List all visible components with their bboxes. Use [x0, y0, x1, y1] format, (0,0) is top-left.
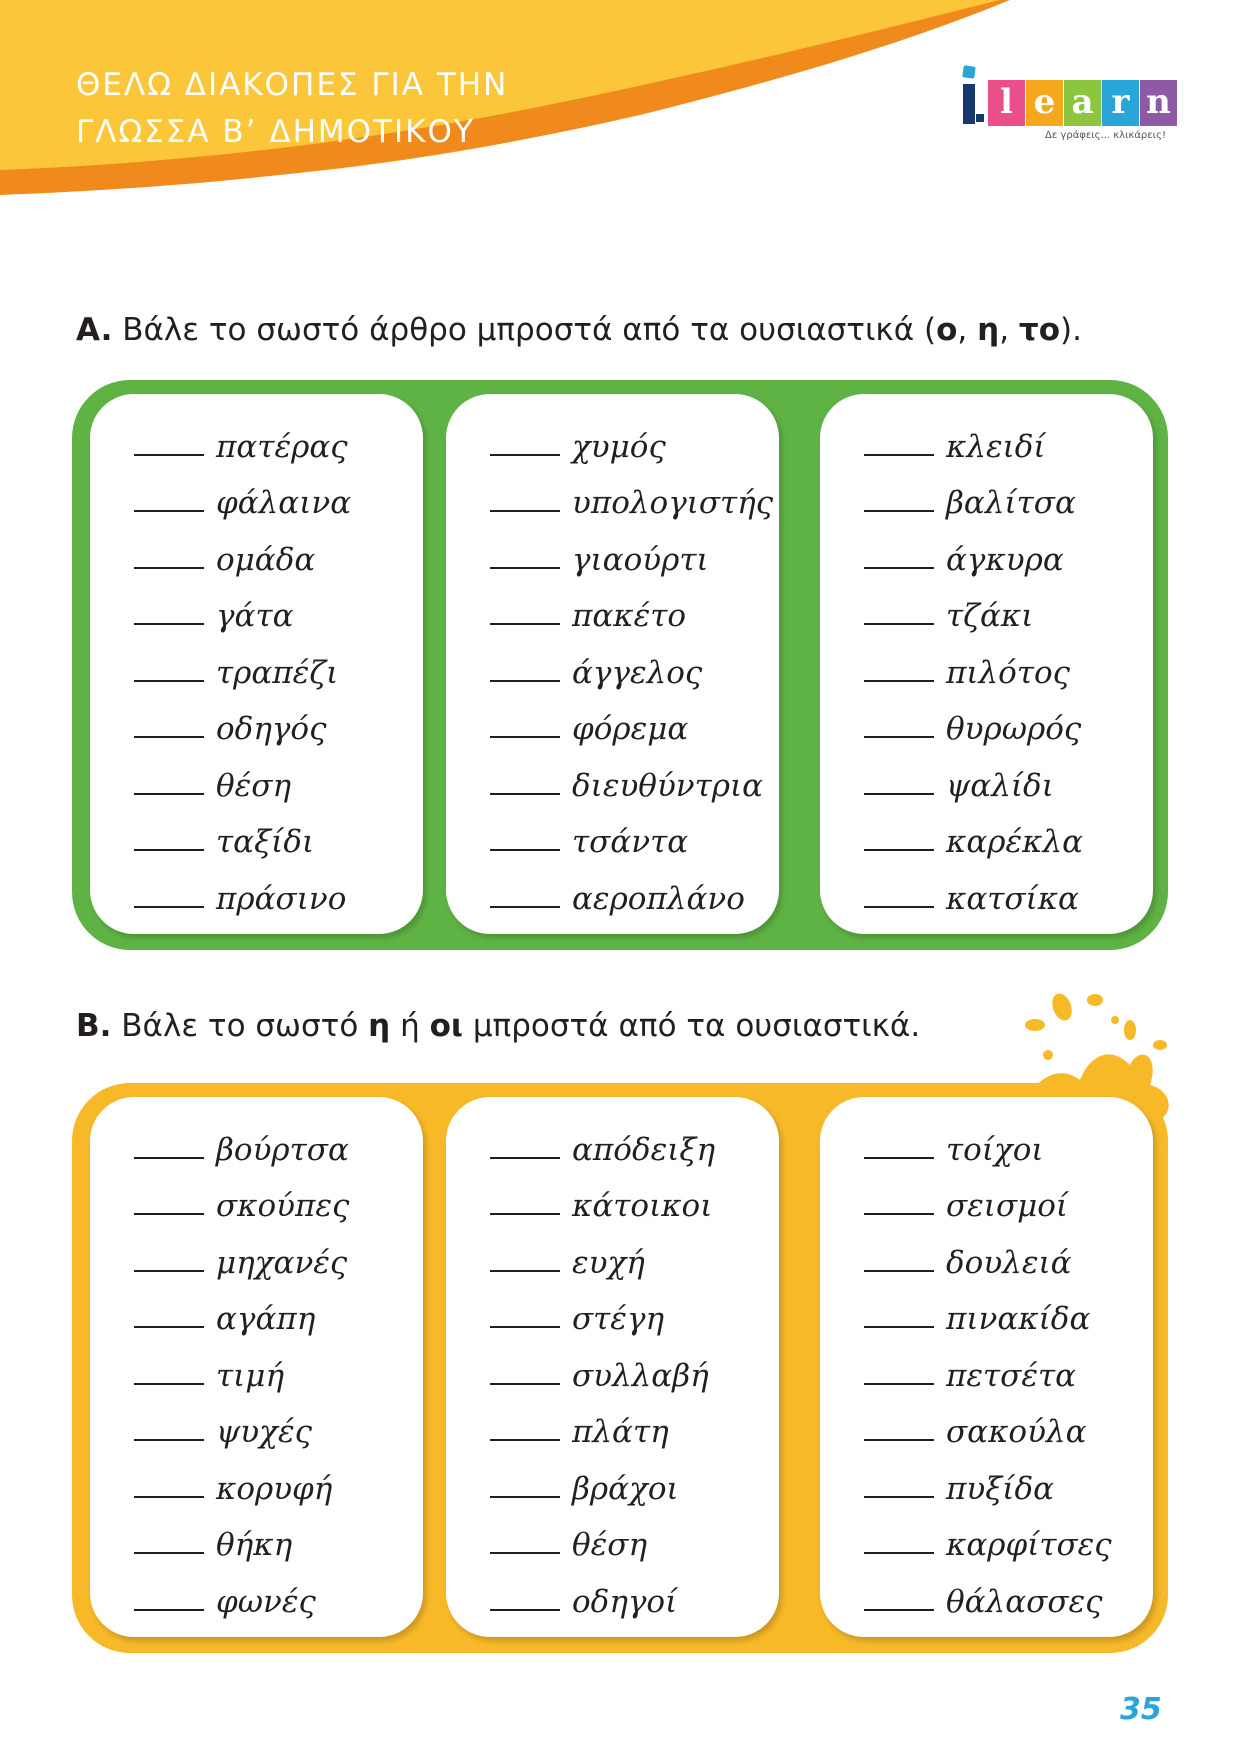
word-item	[490, 1172, 715, 1229]
article-option: οι	[429, 1008, 463, 1044]
logo-letter: e	[1026, 80, 1063, 126]
noun-word: αγάπη	[216, 1301, 316, 1337]
noun-word: οδηγοί	[572, 1583, 678, 1620]
answer-blank[interactable]	[490, 1496, 560, 1498]
article-option: η	[977, 312, 1000, 348]
noun-word: θέση	[216, 767, 292, 804]
answer-blank[interactable]	[864, 623, 934, 625]
answer-blank[interactable]	[134, 1326, 204, 1328]
word-item	[864, 1454, 1112, 1511]
answer-blank[interactable]	[134, 1157, 204, 1159]
answer-blank[interactable]	[864, 1496, 934, 1498]
noun-word: βαλίτσα	[946, 485, 1076, 521]
noun-word: συλλαβή	[572, 1357, 709, 1394]
logo-tagline: Δε γράφεις... κλικάρεις!	[1045, 130, 1166, 141]
word-item	[490, 751, 773, 808]
noun-word: κάτοικοι	[572, 1188, 713, 1224]
noun-word: βράχοι	[572, 1470, 679, 1507]
word-item	[490, 582, 773, 639]
article-option: το	[1018, 312, 1061, 348]
logo-letters	[988, 80, 1178, 126]
word-item	[134, 1567, 349, 1624]
header-title-line2: ΓΛΩΣΣΑ Β’ ΔΗΜΟΤΙΚΟΥ	[76, 114, 475, 150]
noun-word: χυμός	[572, 428, 666, 465]
answer-blank[interactable]	[864, 680, 934, 682]
noun-word: απόδειξη	[572, 1131, 716, 1168]
noun-word: σεισμοί	[946, 1188, 1069, 1224]
section-b-text: Βάλε το σωστό	[121, 1008, 369, 1044]
logo-letter: r	[1102, 80, 1139, 126]
noun-word: κλειδί	[946, 428, 1046, 465]
word-item	[864, 808, 1083, 865]
word-item	[490, 1341, 715, 1398]
noun-word: τοίχοι	[946, 1131, 1044, 1168]
noun-word: άγκυρα	[946, 541, 1064, 578]
word-item	[490, 1285, 715, 1342]
answer-blank[interactable]	[490, 1213, 560, 1215]
ilearn-logo	[960, 66, 1175, 146]
noun-word: τζάκι	[946, 598, 1034, 634]
word-item	[134, 1341, 349, 1398]
answer-blank[interactable]	[134, 906, 204, 908]
word-card	[446, 1097, 779, 1637]
noun-word: θάλασσες	[946, 1583, 1103, 1620]
word-item	[864, 412, 1083, 469]
answer-blank[interactable]	[134, 1270, 204, 1272]
noun-word: φόρεμα	[572, 711, 689, 747]
word-item	[134, 638, 351, 695]
answer-blank[interactable]	[490, 1383, 560, 1385]
answer-blank[interactable]	[864, 736, 934, 738]
word-item	[134, 1285, 349, 1342]
answer-blank[interactable]	[490, 567, 560, 569]
word-item	[490, 1567, 715, 1624]
word-card	[820, 1097, 1153, 1637]
section-a-instruction	[76, 312, 1082, 348]
answer-blank[interactable]	[134, 1213, 204, 1215]
separator: ,	[957, 312, 978, 348]
noun-word: ταξίδι	[216, 824, 315, 860]
section-a-text-end: ).	[1060, 312, 1082, 348]
word-item	[134, 1398, 349, 1455]
noun-word: ψυχές	[216, 1414, 312, 1450]
answer-blank[interactable]	[134, 1552, 204, 1554]
separator: ,	[999, 312, 1019, 348]
answer-blank[interactable]	[134, 736, 204, 738]
noun-word: σακούλα	[946, 1414, 1087, 1450]
logo-letter: n	[1140, 80, 1177, 126]
logo-letter: l	[988, 80, 1025, 126]
answer-blank[interactable]	[864, 454, 934, 456]
noun-word: πακέτο	[572, 598, 687, 634]
section-b-label: B.	[76, 1008, 112, 1044]
noun-word: άγγελος	[572, 654, 703, 691]
word-item	[490, 638, 773, 695]
noun-word: κορυφή	[216, 1470, 333, 1507]
noun-word: πινακίδα	[946, 1301, 1091, 1337]
noun-word: σκούπες	[216, 1188, 350, 1224]
word-item	[490, 808, 773, 865]
noun-word: πιλότος	[946, 654, 1071, 691]
header-title-line1: ΘΕΛΩ ΔΙΑΚΟΠΕΣ ΓΙΑ ΤΗΝ	[76, 67, 509, 103]
word-item	[134, 751, 351, 808]
word-card	[446, 394, 779, 934]
answer-blank[interactable]	[134, 623, 204, 625]
noun-word: βούρτσα	[216, 1131, 349, 1168]
word-item	[864, 1172, 1112, 1229]
word-item	[134, 808, 351, 865]
word-card	[820, 394, 1153, 934]
answer-blank[interactable]	[864, 1552, 934, 1554]
word-item	[864, 1285, 1112, 1342]
word-item	[134, 582, 351, 639]
word-card	[90, 394, 423, 934]
logo-i-mark	[960, 66, 980, 124]
noun-word: πλάτη	[572, 1414, 669, 1450]
answer-blank[interactable]	[134, 510, 204, 512]
answer-blank[interactable]	[490, 1326, 560, 1328]
article-option: ο	[936, 312, 958, 348]
word-item	[864, 1398, 1112, 1455]
article-option: η	[368, 1008, 391, 1044]
noun-word: κατσίκα	[946, 880, 1079, 917]
word-item	[134, 412, 351, 469]
word-item	[134, 864, 351, 921]
answer-blank[interactable]	[864, 567, 934, 569]
word-item	[864, 638, 1083, 695]
word-item	[134, 1511, 349, 1568]
answer-blank[interactable]	[864, 1270, 934, 1272]
word-item	[490, 412, 773, 469]
word-item	[864, 582, 1083, 639]
answer-blank[interactable]	[864, 1439, 934, 1441]
noun-word: ευχή	[572, 1244, 645, 1281]
word-item	[864, 1341, 1112, 1398]
noun-word: πράσινο	[216, 880, 347, 917]
word-item	[134, 695, 351, 752]
word-item	[864, 525, 1083, 582]
word-item	[490, 1228, 715, 1285]
word-item	[490, 1115, 715, 1172]
noun-word: τραπέζι	[216, 654, 339, 691]
word-item	[864, 1115, 1112, 1172]
word-item	[490, 695, 773, 752]
answer-blank[interactable]	[490, 1439, 560, 1441]
logo-letter: a	[1064, 80, 1101, 126]
noun-word: θέση	[572, 1527, 648, 1563]
noun-word: φάλαινα	[216, 485, 352, 521]
noun-word: καρφίτσες	[946, 1527, 1112, 1563]
noun-word: δουλειά	[946, 1244, 1072, 1281]
word-item	[864, 469, 1083, 526]
answer-blank[interactable]	[864, 906, 934, 908]
noun-word: πετσέτα	[946, 1357, 1077, 1394]
answer-blank[interactable]	[134, 567, 204, 569]
section-a-panel	[72, 380, 1168, 950]
word-item	[864, 1228, 1112, 1285]
answer-blank[interactable]	[864, 1157, 934, 1159]
noun-word: οδηγός	[216, 711, 327, 747]
word-item	[490, 1511, 715, 1568]
noun-word: τσάντα	[572, 824, 689, 860]
noun-word: θυρωρός	[946, 711, 1082, 747]
section-b-instruction	[76, 1008, 920, 1044]
section-b-text-mid: ή	[390, 1008, 430, 1044]
word-item	[490, 1398, 715, 1455]
noun-word: στέγη	[572, 1301, 665, 1337]
noun-word: υπολογιστής	[572, 485, 774, 521]
noun-word: τιμή	[216, 1357, 285, 1394]
word-card	[90, 1097, 423, 1637]
word-item	[134, 525, 351, 582]
answer-blank[interactable]	[134, 1439, 204, 1441]
noun-word: θήκη	[216, 1527, 293, 1563]
answer-blank[interactable]	[864, 1609, 934, 1611]
section-b-panel	[72, 1083, 1168, 1653]
header-title	[76, 62, 508, 156]
noun-word: διευθύντρια	[572, 767, 764, 804]
word-item	[864, 751, 1083, 808]
noun-word: ομάδα	[216, 541, 316, 578]
noun-word: ψαλίδι	[946, 767, 1054, 804]
noun-word: γιαούρτι	[572, 541, 709, 578]
answer-blank[interactable]	[490, 1609, 560, 1611]
word-item	[864, 695, 1083, 752]
noun-word: αεροπλάνο	[572, 880, 745, 917]
answer-blank[interactable]	[134, 1609, 204, 1611]
word-item	[864, 864, 1083, 921]
noun-word: πυξίδα	[946, 1470, 1055, 1507]
answer-blank[interactable]	[864, 793, 934, 795]
answer-blank[interactable]	[864, 1213, 934, 1215]
answer-blank[interactable]	[864, 1383, 934, 1385]
answer-blank[interactable]	[134, 849, 204, 851]
answer-blank[interactable]	[134, 1496, 204, 1498]
answer-blank[interactable]	[490, 1552, 560, 1554]
word-item	[490, 864, 773, 921]
answer-blank[interactable]	[864, 510, 934, 512]
word-item	[134, 469, 351, 526]
answer-blank[interactable]	[490, 849, 560, 851]
section-b-text-end: μπροστά από τα ουσιαστικά.	[462, 1008, 921, 1044]
answer-blank[interactable]	[490, 680, 560, 682]
word-item	[134, 1228, 349, 1285]
word-item	[864, 1511, 1112, 1568]
answer-blank[interactable]	[134, 793, 204, 795]
page-number: 35	[1120, 1692, 1162, 1727]
answer-blank[interactable]	[134, 454, 204, 456]
noun-word: γάτα	[216, 598, 294, 634]
answer-blank[interactable]	[490, 1157, 560, 1159]
answer-blank[interactable]	[864, 1326, 934, 1328]
word-item	[134, 1115, 349, 1172]
section-a-text: Βάλε το σωστό άρθρο μπροστά από τα ουσιαστικά (	[122, 312, 937, 348]
section-a-label: A.	[76, 312, 113, 348]
answer-blank[interactable]	[490, 736, 560, 738]
noun-word: πατέρας	[216, 428, 348, 465]
answer-blank[interactable]	[134, 680, 204, 682]
word-item	[134, 1454, 349, 1511]
answer-blank[interactable]	[490, 906, 560, 908]
word-item	[490, 469, 773, 526]
noun-word: φωνές	[216, 1583, 316, 1620]
noun-word: μηχανές	[216, 1244, 348, 1281]
noun-word: καρέκλα	[946, 824, 1084, 860]
word-item	[864, 1567, 1112, 1624]
word-item	[490, 525, 773, 582]
answer-blank[interactable]	[864, 849, 934, 851]
answer-blank[interactable]	[490, 510, 560, 512]
answer-blank[interactable]	[134, 1383, 204, 1385]
answer-blank[interactable]	[490, 1270, 560, 1272]
answer-blank[interactable]	[490, 793, 560, 795]
word-item	[134, 1172, 349, 1229]
word-item	[490, 1454, 715, 1511]
answer-blank[interactable]	[490, 454, 560, 456]
answer-blank[interactable]	[490, 623, 560, 625]
